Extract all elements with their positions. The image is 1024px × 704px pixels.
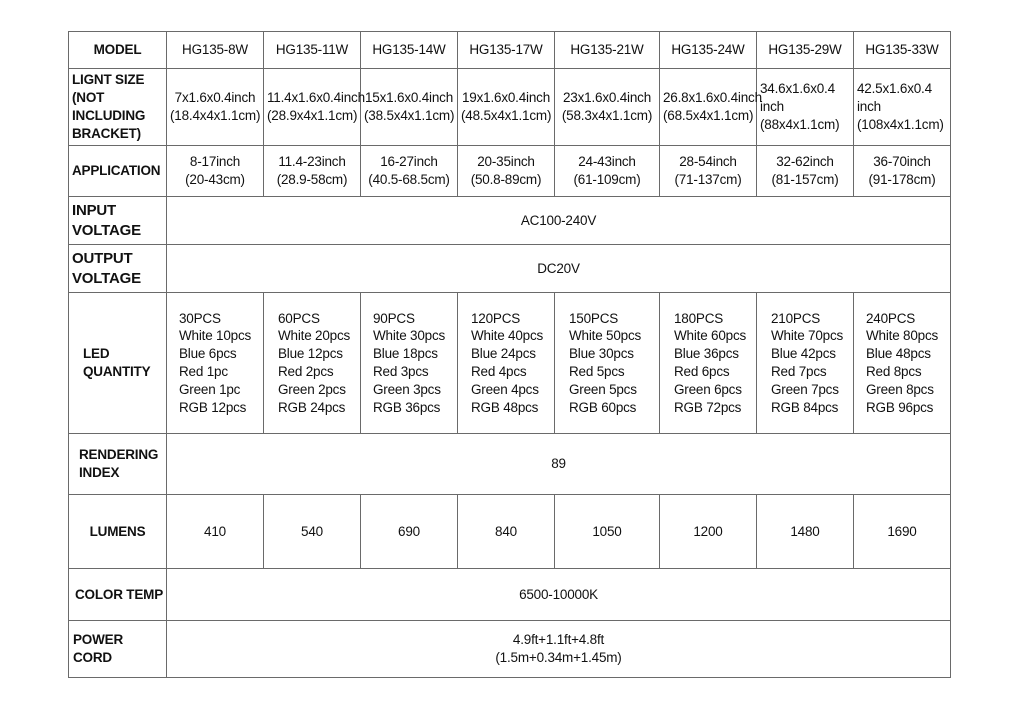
lumens-cell: 690	[361, 495, 458, 569]
model-cell: HG135-14W	[361, 32, 458, 69]
lumens-cell: 410	[167, 495, 264, 569]
row-label-lumens: LUMENS	[69, 495, 167, 569]
row-power-cord	[69, 621, 951, 678]
row-input-voltage	[69, 197, 951, 245]
input-voltage-value: AC100-240V	[167, 197, 951, 245]
model-cell: HG135-11W	[264, 32, 361, 69]
row-color-temp	[69, 569, 951, 621]
model-cell: HG135-17W	[458, 32, 555, 69]
lumens-cell: 1480	[757, 495, 854, 569]
row-label-light-size: LIGNT SIZE (NOT INCLUDING BRACKET)	[69, 69, 167, 146]
led-quantity-cell: 60PCS White 20pcs Blue 12pcs Red 2pcs Green 2pcs RGB 24pcs	[264, 293, 361, 434]
application-cell: 11.4-23inch (28.9-58cm)	[264, 146, 361, 197]
light-size-cell: 15x1.6x0.4inch (38.5x4x1.1cm)	[361, 69, 458, 146]
model-cell: HG135-29W	[757, 32, 854, 69]
led-quantity-cell: 120PCS White 40pcs Blue 24pcs Red 4pcs Green 4pcs RGB 48pcs	[458, 293, 555, 434]
row-output-voltage	[69, 245, 951, 293]
led-quantity-cell: 30PCS White 10pcs Blue 6pcs Red 1pc Green 1pc RGB 12pcs	[167, 293, 264, 434]
row-light-size	[69, 69, 951, 146]
lumens-cell: 840	[458, 495, 555, 569]
lumens-cell: 1200	[660, 495, 757, 569]
application-cell: 16-27inch (40.5-68.5cm)	[361, 146, 458, 197]
led-quantity-cell: 90PCS White 30pcs Blue 18pcs Red 3pcs Green 3pcs RGB 36pcs	[361, 293, 458, 434]
power-cord-value: 4.9ft+1.1ft+4.8ft (1.5m+0.34m+1.45m)	[167, 621, 951, 678]
light-size-cell: 42.5x1.6x0.4 inch (108x4x1.1cm)	[854, 69, 951, 146]
light-size-cell: 34.6x1.6x0.4 inch (88x4x1.1cm)	[757, 69, 854, 146]
application-cell: 28-54inch (71-137cm)	[660, 146, 757, 197]
lumens-cell: 540	[264, 495, 361, 569]
row-label-color-temp: COLOR TEMP	[69, 569, 167, 621]
row-label-output-voltage: OUTPUT VOLTAGE	[69, 245, 167, 293]
application-cell: 20-35inch (50.8-89cm)	[458, 146, 555, 197]
model-cell: HG135-24W	[660, 32, 757, 69]
spec-table	[68, 31, 951, 678]
model-cell: HG135-8W	[167, 32, 264, 69]
model-cell: HG135-33W	[854, 32, 951, 69]
row-label-application: APPLICATION	[69, 146, 167, 197]
lumens-cell: 1050	[555, 495, 660, 569]
light-size-cell: 7x1.6x0.4inch (18.4x4x1.1cm)	[167, 69, 264, 146]
row-model	[69, 32, 951, 69]
application-cell: 32-62inch (81-157cm)	[757, 146, 854, 197]
row-label-input-voltage: INPUT VOLTAGE	[69, 197, 167, 245]
light-size-cell: 19x1.6x0.4inch (48.5x4x1.1cm)	[458, 69, 555, 146]
led-quantity-cell: 180PCS White 60pcs Blue 36pcs Red 6pcs Green 6pcs RGB 72pcs	[660, 293, 757, 434]
application-cell: 24-43inch (61-109cm)	[555, 146, 660, 197]
row-label-rendering-index: RENDERING INDEX	[69, 434, 167, 495]
row-led-quantity	[69, 293, 951, 434]
output-voltage-value: DC20V	[167, 245, 951, 293]
rendering-index-value: 89	[167, 434, 951, 495]
model-cell: HG135-21W	[555, 32, 660, 69]
row-label-led-quantity: LED QUANTITY	[69, 293, 167, 434]
light-size-cell: 23x1.6x0.4inch (58.3x4x1.1cm)	[555, 69, 660, 146]
lumens-cell: 1690	[854, 495, 951, 569]
row-label-power-cord: POWER CORD	[69, 621, 167, 678]
row-label-model: MODEL	[69, 32, 167, 69]
light-size-cell: 26.8x1.6x0.4inch (68.5x4x1.1cm)	[660, 69, 757, 146]
led-quantity-cell: 150PCS White 50pcs Blue 30pcs Red 5pcs Green 5pcs RGB 60pcs	[555, 293, 660, 434]
row-lumens	[69, 495, 951, 569]
application-cell: 36-70inch (91-178cm)	[854, 146, 951, 197]
row-application	[69, 146, 951, 197]
light-size-cell: 11.4x1.6x0.4inch (28.9x4x1.1cm)	[264, 69, 361, 146]
led-quantity-cell: 240PCS White 80pcs Blue 48pcs Red 8pcs Green 8pcs RGB 96pcs	[854, 293, 951, 434]
led-quantity-cell: 210PCS White 70pcs Blue 42pcs Red 7pcs Green 7pcs RGB 84pcs	[757, 293, 854, 434]
color-temp-value: 6500-10000K	[167, 569, 951, 621]
row-rendering-index	[69, 434, 951, 495]
application-cell: 8-17inch (20-43cm)	[167, 146, 264, 197]
